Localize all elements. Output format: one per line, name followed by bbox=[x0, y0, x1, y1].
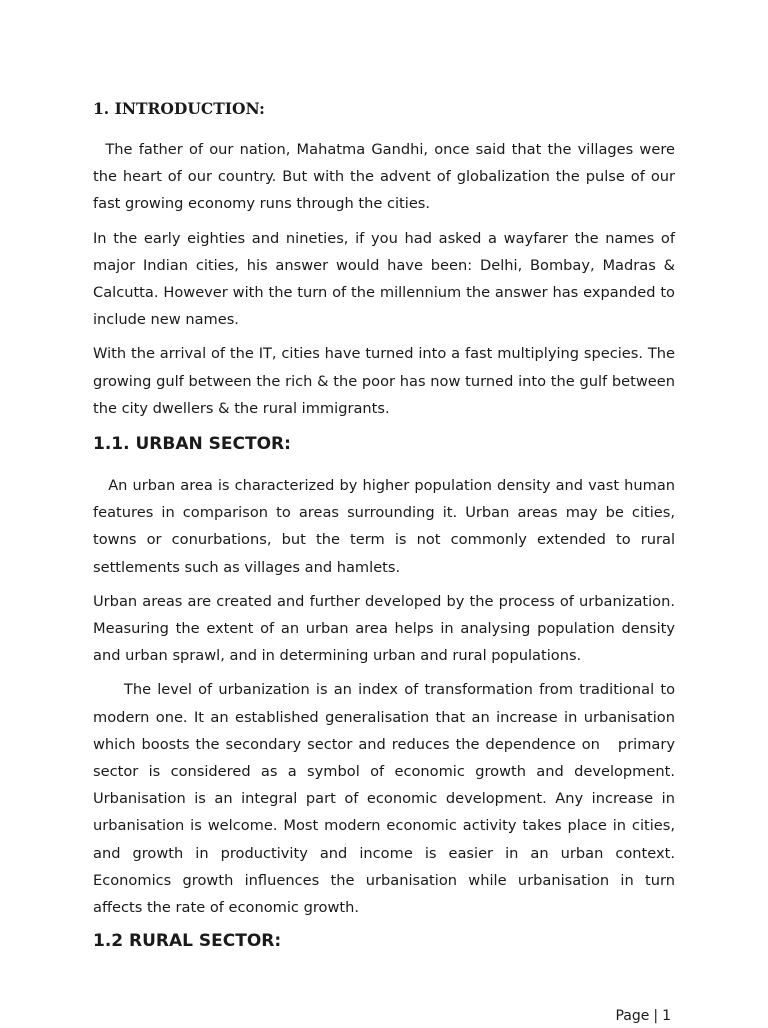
page-content bbox=[93, 97, 680, 953]
section-heading-introduction: 1. INTRODUCTION: bbox=[93, 99, 265, 118]
page-number: 1 bbox=[662, 1008, 671, 1024]
page-separator: | bbox=[653, 1008, 659, 1024]
page-footer bbox=[615, 1004, 671, 1028]
urban-paragraph-2: Urban areas are created and further developed by the process of urbanization. Measuring the extent of an urban area helps in analysing population density and urban sprawl, and in determining urban and rural populations. bbox=[93, 592, 675, 665]
urban-paragraph-1: An urban area is characterized by higher population density and vast human features in comparison to areas surrounding it. Urban areas may be cities, towns or conurbations, but the term is not commonly extended to rural settlements such as villages and hamlets. bbox=[93, 477, 680, 576]
intro-paragraph-2: In the early eighties and nineties, if you had asked a wayfarer the names of major Indian cities, his answer would have been: Delhi, Bombay, Madras & Calcutta. However with the turn of the millennium the answer has expanded to include new names. bbox=[93, 229, 675, 329]
intro-paragraph-1: The father of our nation, Mahatma Gandhi, once said that the villages were the heart of our country. But with the advent of globalization the pulse of our fast growing economy runs through the cities. bbox=[93, 141, 680, 213]
section-heading-rural-sector: 1.2 RURAL SECTOR: bbox=[93, 931, 282, 952]
section-heading-urban-sector: 1.1. URBAN SECTOR: bbox=[93, 434, 291, 455]
intro-paragraph-3: With the arrival of the IT, cities have turned into a fast multiplying species. The growing gulf between the rich & the poor has now turned into the gulf between the city dwellers & the rural immigrants. bbox=[93, 345, 675, 417]
urban-paragraph-3: The level of urbanization is an index of transformation from traditional to modern one. It an established generalisation that an increase in urbanisation which boosts the secondary sector and reduces the dependence on primary sector is considered as a symbol of economic growth and development. Urbanisation is an integral part of economic development. Any increase in urbanisation is welcome. Most modern economic activity takes place in cities, and growth in productivity and income is easier in an urban context. Economics growth influences the urbanisation while urbanisation in turn affects the rate of economic growth. bbox=[93, 681, 680, 917]
page-label: Page bbox=[615, 1008, 650, 1024]
